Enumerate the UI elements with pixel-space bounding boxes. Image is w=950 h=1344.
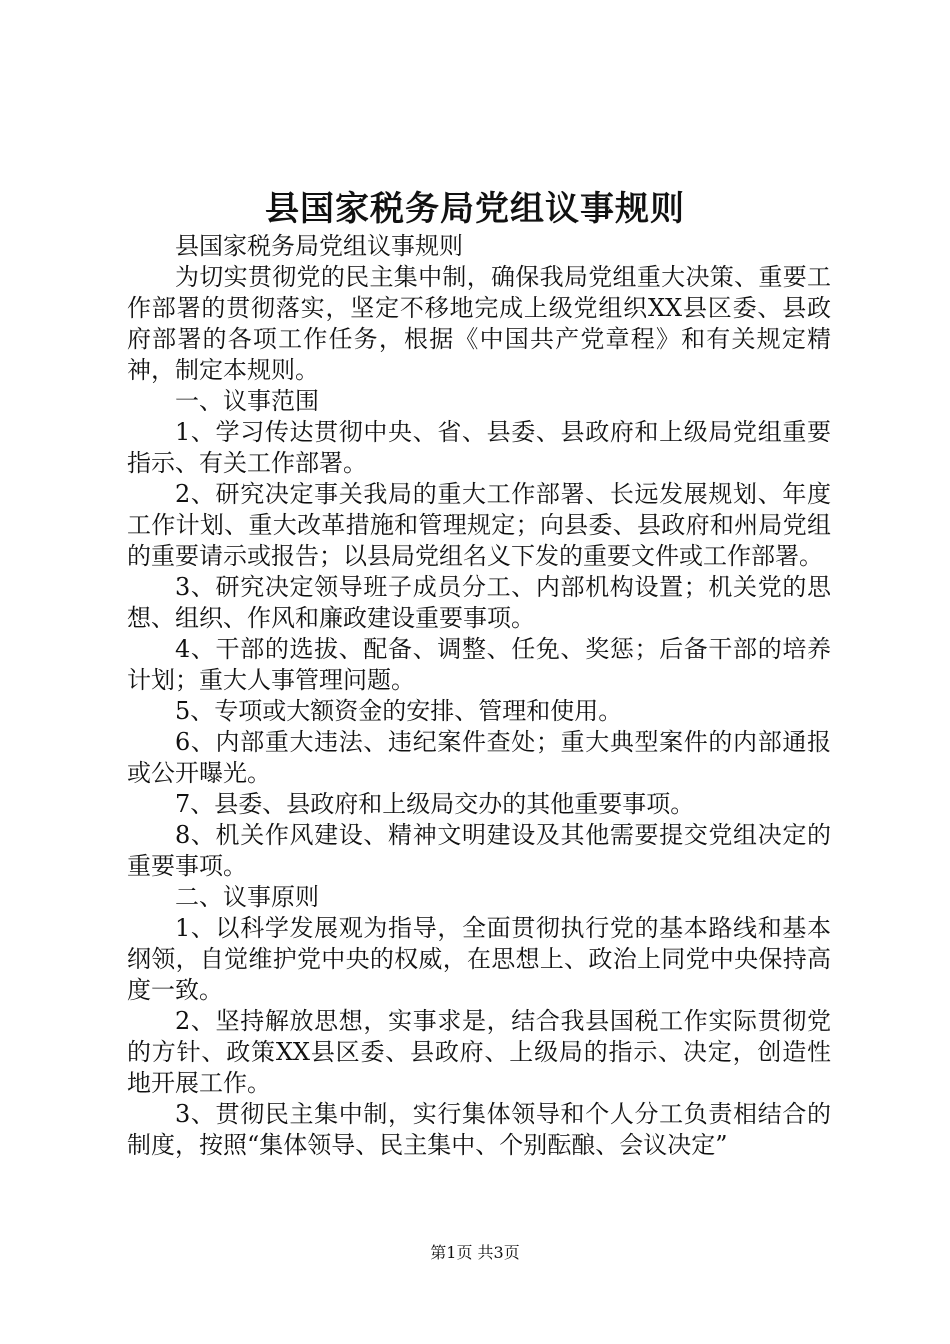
- section-heading-principles: 二、议事原则: [175, 883, 319, 911]
- section-heading-scope: 一、议事范围: [175, 387, 319, 415]
- scope-item-1: 1、学习传达贯彻中央、省、县委、县政府和上级局党组重要指示、有关工作部署。: [127, 418, 831, 477]
- scope-item-8: 8、机关作风建设、精神文明建设及其他需要提交党组决定的重要事项。: [127, 821, 831, 880]
- document-body: [127, 231, 831, 1161]
- principle-item-3: 3、贯彻民主集中制，实行集体领导和个人分工负责相结合的制度，按照“集体领导、民主集中、个别酝酿、会议决定”: [127, 1100, 831, 1159]
- scope-item-2: 2、研究决定事关我局的重大工作部署、长远发展规划、年度工作计划、重大改革措施和管理规定；向县委、县政府和州局党组的重要请示或报告；以县局党组名义下发的重要文件或工作部署。: [127, 480, 831, 570]
- page-number-footer: 第1页 共3页: [430, 1243, 520, 1262]
- principle-item-1: 1、以科学发展观为指导，全面贯彻执行党的基本路线和基本纲领，自觉维护党中央的权威，在思想上、政治上同党中央保持高度一致。: [127, 914, 831, 1004]
- paragraph-intro: 为切实贯彻党的民主集中制，确保我局党组重大决策、重要工作部署的贯彻落实，坚定不移地完成上级党组织XX县区委、县政府部署的各项工作任务，根据《中国共产党章程》和有关规定精神，制定本规则。: [127, 263, 831, 384]
- scope-item-3: 3、研究决定领导班子成员分工、内部机构设置；机关党的思想、组织、作风和廉政建设重要事项。: [127, 573, 831, 632]
- scope-item-4: 4、干部的选拔、配备、调整、任免、奖惩；后备干部的培养计划；重大人事管理问题。: [127, 635, 831, 694]
- paragraph-subtitle: 县国家税务局党组议事规则: [175, 232, 463, 260]
- document-title: 县国家税务局党组议事规则: [265, 189, 685, 229]
- scope-item-6: 6、内部重大违法、违纪案件查处；重大典型案件的内部通报或公开曝光。: [127, 728, 831, 787]
- scope-item-5: 5、专项或大额资金的安排、管理和使用。: [175, 697, 623, 725]
- scope-item-7: 7、县委、县政府和上级局交办的其他重要事项。: [175, 790, 695, 818]
- principle-item-2: 2、坚持解放思想，实事求是，结合我县国税工作实际贯彻党的方针、政策XX县区委、县政府、上级局的指示、决定，创造性地开展工作。: [127, 1007, 831, 1097]
